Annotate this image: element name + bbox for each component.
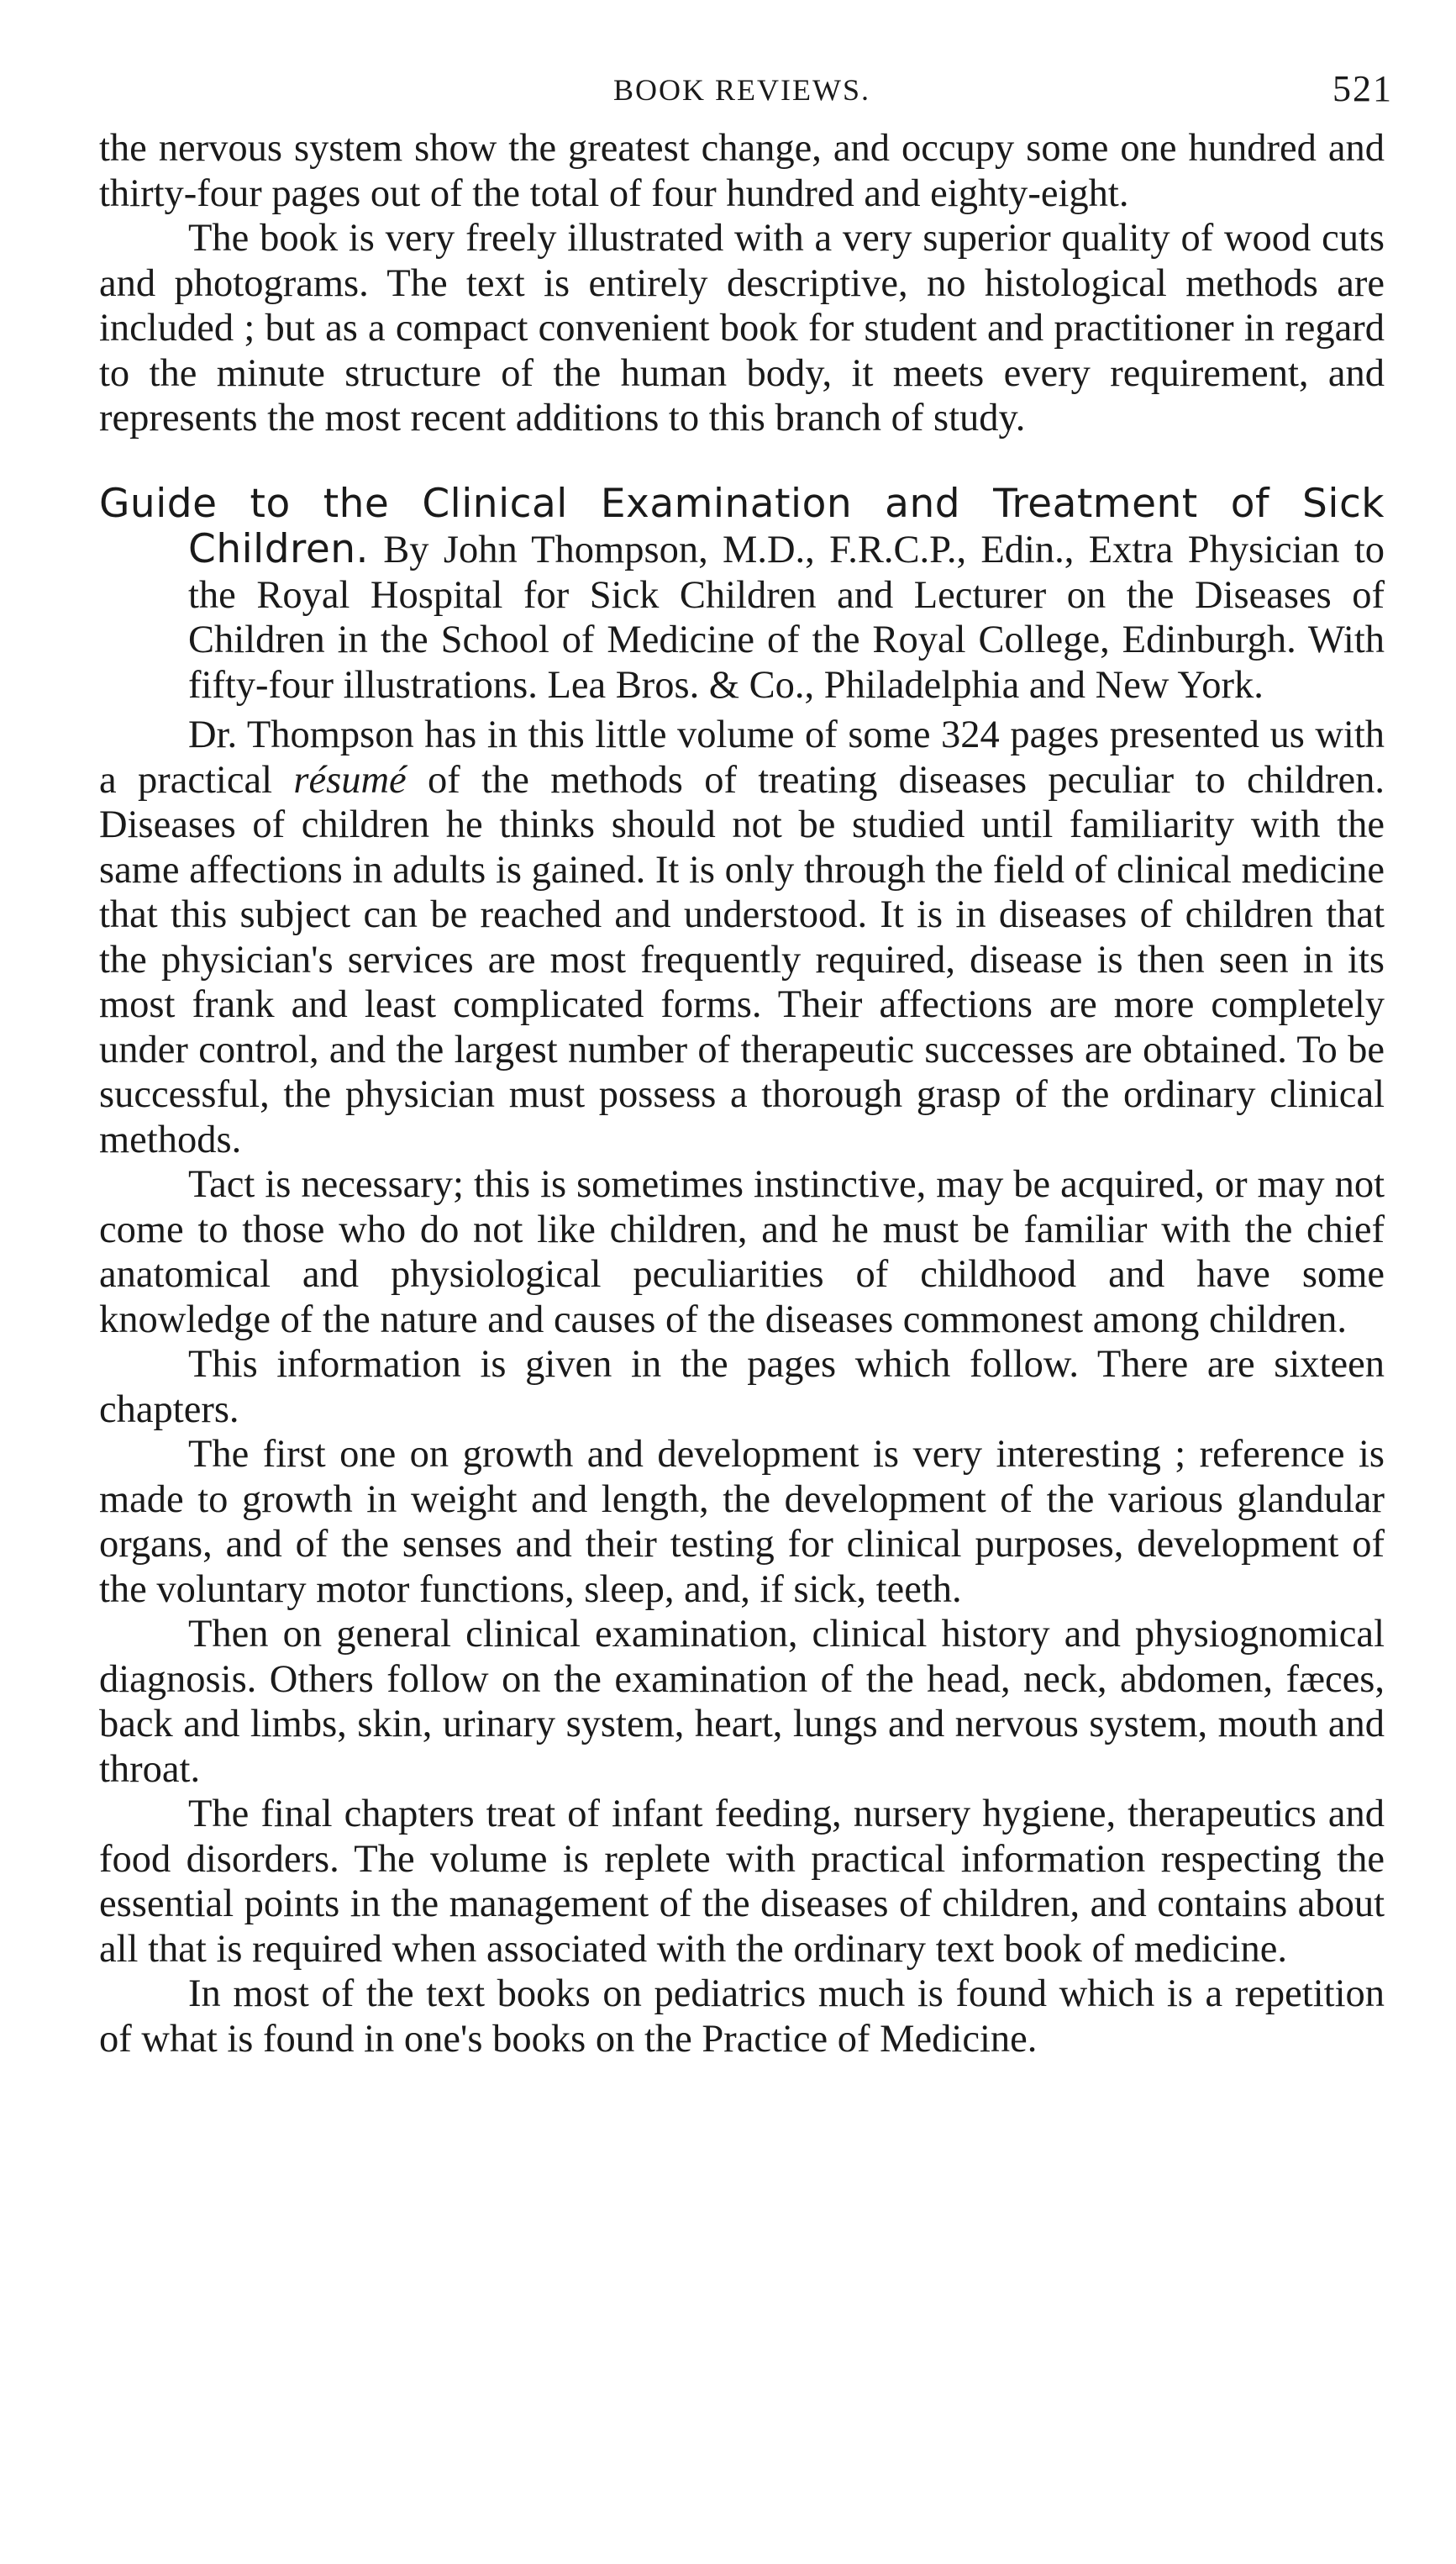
paragraph-text: Dr. Thompson has in this little volume of some 324 pages presented us with a practical [99, 713, 1385, 802]
paragraph [99, 713, 1385, 1162]
paragraph: Then on general clinical examination, clinical history and physiognomical diagnosis. Others follow on the examination of the head, neck, abdomen, fæces, back and limbs, skin, urinary system, heart, lungs and nervous system, mouth and throat. [99, 1613, 1385, 1791]
previous-review-text [99, 126, 1385, 441]
paragraph: The final chapters treat of infant feeding, nursery hygiene, therapeutics and food disorders. The volume is replete with practical information respecting the essential points in the management of the diseases of children, and contains about all that is required when associated with the ordinary text book of medicine. [99, 1793, 1385, 1971]
book-byline: By John Thompson, M.D., F.R.C.P., Edin., Extra Physician to the Royal Hospital for Sick Children and Lecturer on the Diseases of Children in the School of Medicine of the Royal College, Edinburgh. With fifty-four illustrations. Lea Bros. & Co., Philadelphia and New York. [188, 529, 1385, 707]
book-page [99, 67, 1393, 2061]
review-text [99, 713, 1385, 2061]
italic-term: résumé [293, 758, 407, 802]
paragraph: In most of the text books on pediatrics much is found which is a repetition of what is found in one's books on the Practice of Medicine. [99, 1972, 1385, 2061]
paragraph: The first one on growth and development is very interesting ; reference is made to growth in weight and length, the development of the various glandular organs, and of the senses and their testing for clinical purposes, development of the voluntary motor functions, sleep, and, if sick, teeth. [99, 1433, 1385, 1611]
paragraph: Tact is necessary; this is sometimes instinctive, may be acquired, or may not come to those who do not like children, and he must be familiar with the chief anatomical and physiological peculiarities of childhood and have some knowledge of the nature and causes of the diseases commonest among children. [99, 1163, 1385, 1341]
book-title: Guide to the Clinical Examination and Treatment of Sick Children. [99, 480, 1385, 572]
running-title: BOOK REVIEWS. [613, 73, 870, 107]
paragraph: This information is given in the pages which follow. There are sixteen chapters. [99, 1343, 1385, 1431]
page-number: 521 [1332, 68, 1393, 109]
paragraph: The book is very freely illustrated with a very superior quality of wood cuts and photograms. The text is entirely descriptive, no histological methods are included ; but as a compact convenient book for student and practitioner in regard to the minute structure of the human body, it meets every requirement, and represents the most recent additions to this branch of study. [99, 217, 1385, 440]
review-heading [99, 482, 1385, 708]
running-head [99, 67, 1393, 126]
paragraph-text: of the methods of treating diseases peculiar to children. Diseases of children he thinks should not be studied until familiarity with the same affections in adults is gained. It is only through the field of clinical medicine that this subject can be reached and understood. It is in diseases of children that the physician's services are most frequently required, disease is then seen in its most frank and least complicated forms. Their affections are more completely under control, and the largest number of therapeutic successes are obtained. To be successful, the physician must possess a thorough grasp of the ordinary clinical methods. [99, 758, 1385, 1161]
paragraph: the nervous system show the greatest change, and occupy some one hundred and thirty-four pages out of the total of four hundred and eighty-eight. [99, 127, 1385, 215]
